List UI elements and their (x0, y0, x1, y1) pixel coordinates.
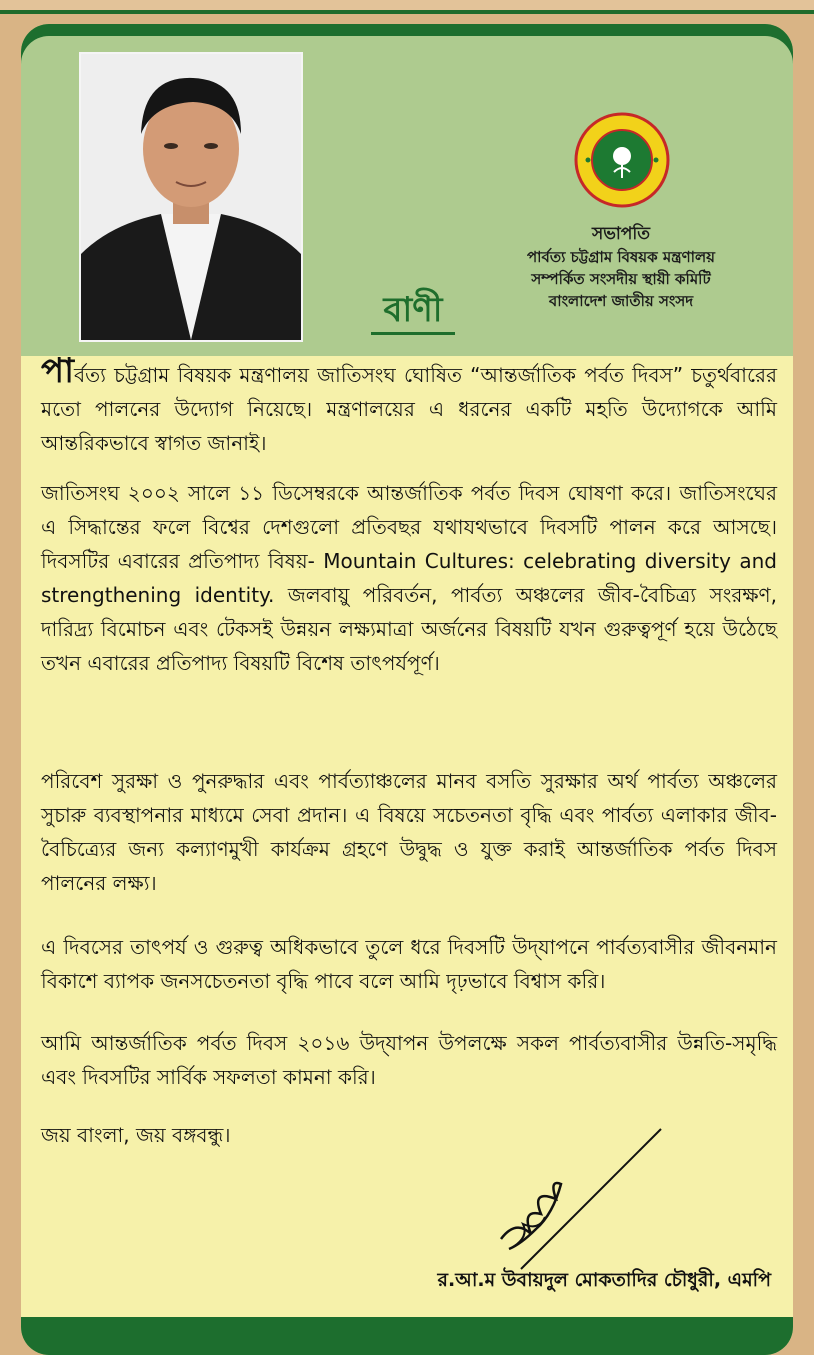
chairman-title: সভাপতি (592, 224, 650, 244)
committee-line-3: বাংলাদেশ জাতীয় সংসদ (548, 292, 694, 310)
paragraph-3: পরিবেশ সুরক্ষা ও পুনরুদ্ধার এবং পার্বত্যাঞ্চলের মানব বসতি সুরক্ষার অর্থ পার্বত্য অঞ্চলের সুচারু ব্যবস্থাপনার মাধ্যমে সেবা প্রদান। এ বিষয়ে সচেতনতা বৃদ্ধি এবং পার্বত্য এলাকার জীব-বৈচিত্র্যের জন্য কল্যাণমুখী কার্যক্রম গ্রহণে উদ্বুদ্ধ ও যুক্ত করাই আন্তর্জাতিক পর্বত দিবস পালনের লক্ষ্য। (41, 769, 777, 895)
parliament-emblem (574, 112, 670, 208)
signature-icon (461, 1119, 681, 1279)
handwritten-signature (461, 1119, 681, 1279)
card-bottom-bar (21, 1317, 793, 1355)
paragraph-5: আমি আন্তর্জাতিক পর্বত দিবস ২০১৬ উদ্‌যাপন উপলক্ষে সকল পার্বত্যবাসীর উন্নতি-সমৃদ্ধি এবং দিবসটির সার্বিক সফলতা কামনা করি। (41, 1031, 777, 1089)
paragraph-1 (41, 351, 777, 460)
signer-name: র.আ.ম উবায়দুল মোকতাদির চৌধুরী, এমপি (437, 1269, 771, 1291)
portrait-photo (79, 52, 303, 342)
closing-slogan: জয় বাংলা, জয় বঙ্গবন্ধু। (41, 1123, 231, 1147)
message-heading: বাণী (371, 288, 455, 335)
committee-line-2: সম্পর্কিত সংসদীয় স্থায়ী কমিটি (531, 270, 711, 288)
paragraph-2: জাতিসংঘ ২০০২ সালে ১১ ডিসেম্বরকে আন্তর্জাতিক পর্বত দিবস ঘোষণা করে। জাতিসংঘের এ সিদ্ধান্তের ফলে বিশ্বের দেশগুলো প্রতিবছর যথাযথভাবে দিবসটি পালন করে আসছে। দিবসটির এবারের প্রতিপাদ্য বিষয়- Mountain Cultures: celebrating diversity and strengthening identity. জলবায়ু পরিবর্তন, পার্বত্য অঞ্চলের জীব-বৈচিত্র্য সংরক্ষণ, দারিদ্র্য বিমোচন এবং টেকসই উন্নয়ন লক্ষ্যমাত্রা অর্জনের বিষয়টি যখন গুরুত্বপূর্ণ হয়ে উঠেছে তখন এবারের প্রতিপাদ্য বিষয়টি বিশেষ তাৎপর্যপূর্ণ। (41, 481, 777, 675)
portrait-illustration (81, 54, 301, 340)
top-border-band (0, 0, 814, 14)
emblem-icon (574, 112, 670, 208)
committee-line-1: পার্বত্য চট্টগ্রাম বিষয়ক মন্ত্রণালয় (526, 248, 716, 266)
drop-cap: পা (41, 351, 74, 391)
message-card (21, 24, 793, 1355)
paragraph-4: এ দিবসের তাৎপর্য ও গুরুত্ব অধিকভাবে তুলে ধরে দিবসটি উদ্‌যাপনে পার্বত্যবাসীর জীবনমান বিকাশে ব্যাপক জনসচেতনতা বৃদ্ধি পাবে বলে আমি দৃঢ়ভাবে বিশ্বাস করি। (41, 935, 777, 993)
header-area (21, 36, 793, 356)
paragraph-1-text: র্বত্য চট্টগ্রাম বিষয়ক মন্ত্রণালয় জাতিসংঘ ঘোষিত “আন্তর্জাতিক পর্বত দিবস” চতুর্থবারের মতো পালনের উদ্যোগ নিয়েছে। মন্ত্রণালয়ের এ ধরনের একটি মহতি উদ্যোগকে আমি আন্তরিকভাবে স্বাগত জানাই। (41, 363, 777, 455)
